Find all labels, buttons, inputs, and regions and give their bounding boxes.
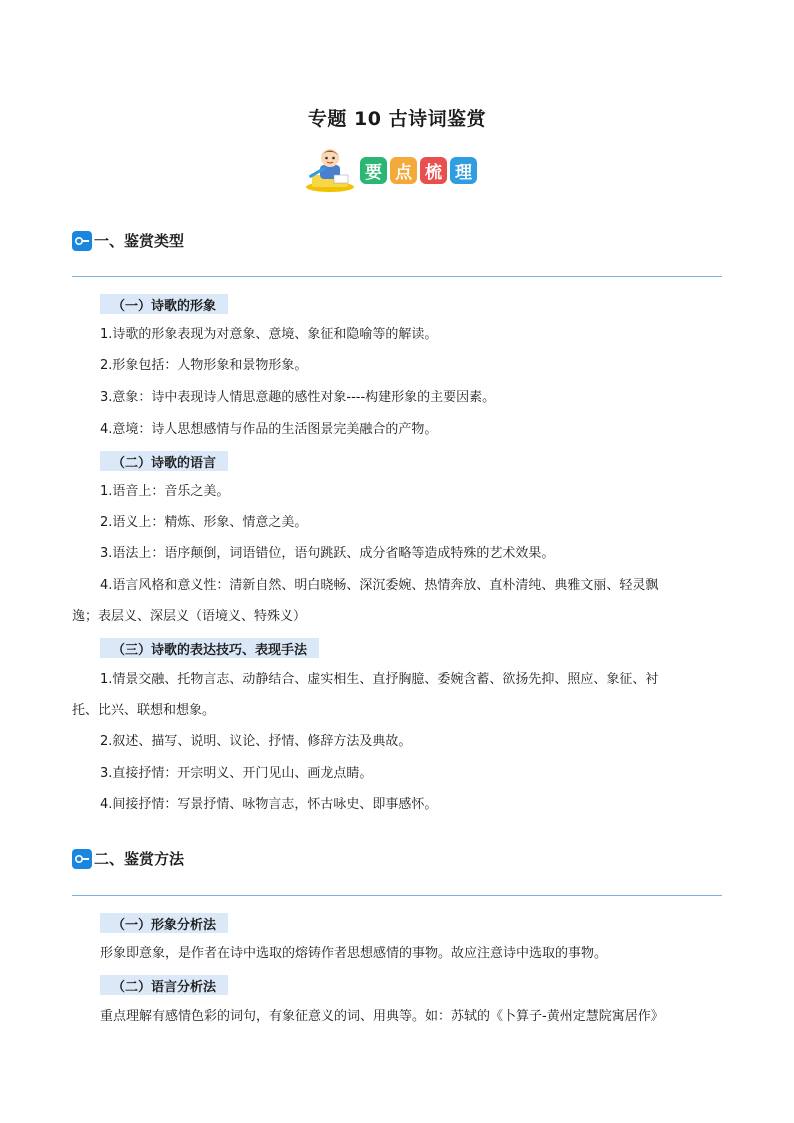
text-line: 2.叙述、描写、说明、议论、抒情、修辞方法及典故。	[100, 734, 412, 749]
text-line: 1.情景交融、托物言志、动静结合、虚实相生、直抒胸臆、委婉含蓄、欲扬先抑、照应、象征、衬	[100, 672, 659, 687]
section-heading-2-text: 二、鉴赏方法	[94, 850, 185, 868]
subheading-2-1: （一）形象分析法	[100, 913, 228, 933]
divider-1	[72, 276, 722, 277]
text-line: 形象即意象，是作者在诗中选取的熔铸作者思想感情的事物。故应注意诗中选取的事物。	[100, 946, 608, 961]
text-line: 3.直接抒情：开宗明义、开门见山、画龙点睛。	[100, 766, 373, 781]
divider-2	[72, 895, 722, 896]
subheading-1-3: （三）诗歌的表达技巧、表现手法	[100, 638, 319, 658]
text-line: 1.语音上：音乐之美。	[100, 484, 230, 499]
text-line: 重点理解有感情色彩的词句，有象征意义的词、用典等。如：苏轼的《卜算子-黄州定慧院寓居作》	[100, 1009, 664, 1024]
page-title: 专题 10 古诗词鉴赏	[307, 108, 487, 130]
badge-char-4: 理	[450, 157, 477, 184]
text-line: 3.语法上：语序颠倒，词语错位，语句跳跃、成分省略等造成特殊的艺术效果。	[100, 546, 555, 561]
section-heading-1-text: 一、鉴赏类型	[94, 232, 185, 250]
subheading-1-2: （二）诗歌的语言	[100, 451, 228, 471]
student-reading-icon	[304, 145, 358, 193]
subheading-1-1: （一）诗歌的形象	[100, 294, 228, 314]
link-icon	[72, 231, 92, 251]
link-icon	[72, 849, 92, 869]
text-line: 4.语言风格和意义性：清新自然、明白晓畅、深沉委婉、热情奔放、直朴清纯、典雅文丽、轻灵飘	[100, 578, 659, 593]
section-heading-1	[72, 230, 184, 251]
text-line: 2.语义上：精炼、形象、情意之美。	[100, 515, 308, 530]
section-heading-2	[72, 848, 184, 869]
badge-char-2: 点	[390, 157, 417, 184]
text-line: 4.意境：诗人思想感情与作品的生活图景完美融合的产物。	[100, 422, 438, 437]
badge-characters	[360, 157, 477, 184]
badge-char-1: 要	[360, 157, 387, 184]
text-line: 4.间接抒情：写景抒情、咏物言志，怀古咏史、即事感怀。	[100, 797, 438, 812]
text-line: 3.意象：诗中表现诗人情思意趣的感性对象----构建形象的主要因素。	[100, 390, 496, 405]
text-line: 2.形象包括：人物形象和景物形象。	[100, 358, 308, 373]
text-line: 1.诗歌的形象表现为对意象、意境、象征和隐喻等的解读。	[100, 327, 438, 342]
text-line: 托、比兴、联想和想象。	[72, 703, 216, 718]
badge-char-3: 梳	[420, 157, 447, 184]
text-line: 逸；表层义、深层义（语境义、特殊义）	[72, 609, 307, 624]
subheading-2-2: （二）语言分析法	[100, 975, 228, 995]
key-points-badge	[304, 145, 494, 195]
